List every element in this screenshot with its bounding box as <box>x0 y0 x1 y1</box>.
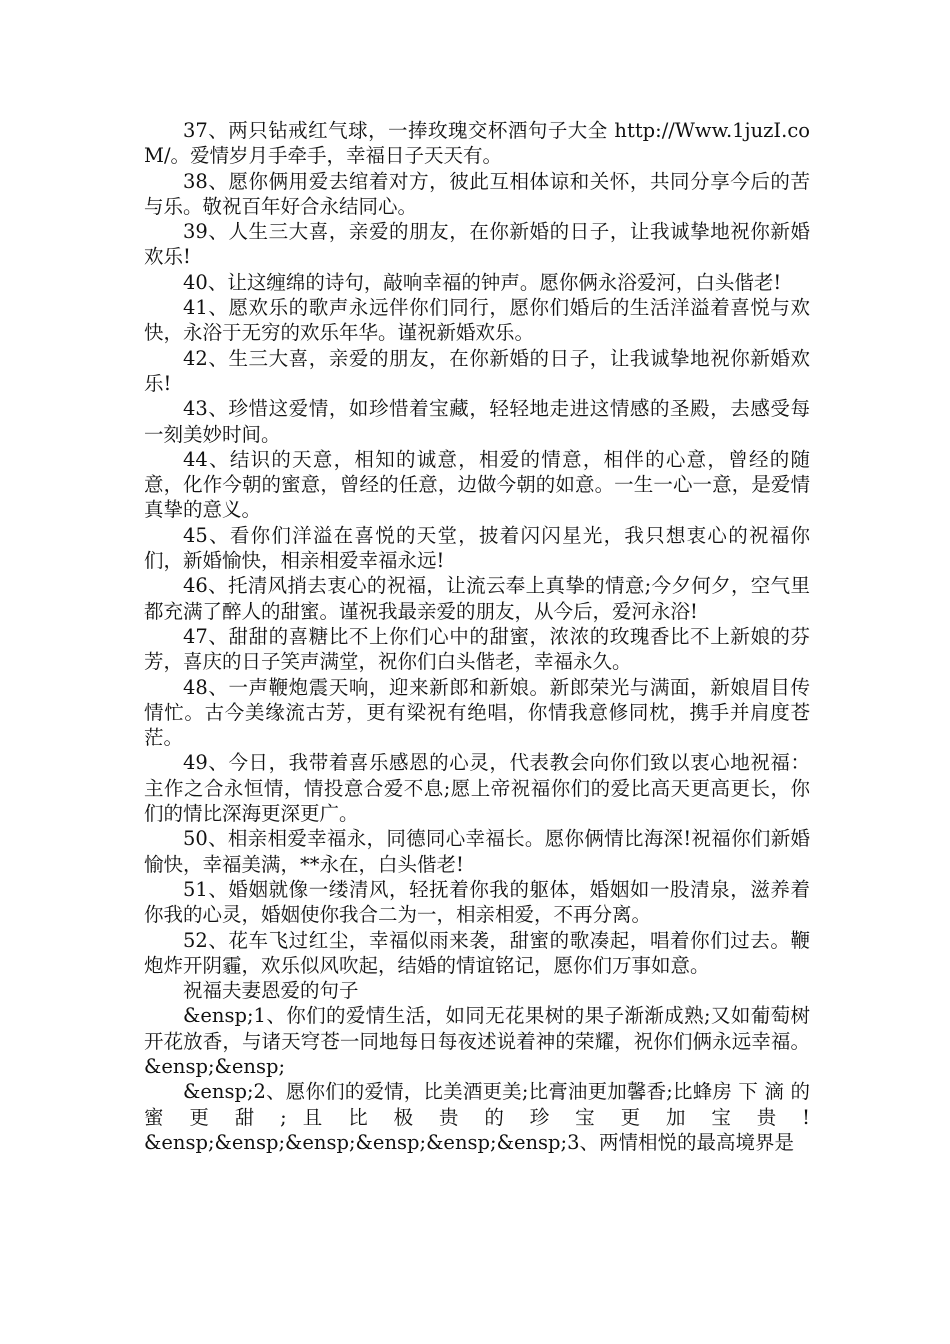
paragraph-47: 47、甜甜的喜糖比不上你们心中的甜蜜，浓浓的玫瑰香比不上新娘的芬芳，喜庆的日子笑声满堂，祝你们白头偕老，幸福永久。 <box>144 624 810 674</box>
paragraph-41: 41、愿欢乐的歌声永远伴你们同行，愿你们婚后的生活洋溢着喜悦与欢快，永浴于无穷的欢乐年华。谨祝新婚欢乐。 <box>144 296 810 345</box>
paragraph-51: 51、婚姻就像一缕清风，轻抚着你我的躯体，婚姻如一股清泉，滋养着你我的心灵，婚姻使你我合二为一，相亲相爱，不再分离。 <box>144 877 810 927</box>
paragraph-44: 44、结识的天意，相知的诚意，相爱的情意，相伴的心意，曾经的随意，化作今朝的蜜意，曾经的任意，边做今朝的如意。一生一心一意，是爱情真挚的意义。 <box>144 447 810 522</box>
paragraph-blessing-1: &ensp;1、你们的爱情生活，如同无花果树的果子渐渐成熟;又如葡萄树开花放香，与诸天穹苍一同地每日每夜述说着神的荣耀，祝你们俩永远幸福。&ensp;&ensp; <box>144 1004 810 1078</box>
paragraph-blessing-2: &ensp;2、愿你们的爱情，比美酒更美;比膏油更加馨香;比蜂房 下 滴 的 蜜 更 甜 ; 且 比 极 贵 的 珍 宝 更 加 宝 贵 ! <box>144 1080 810 1129</box>
paragraph-37: 37、两只钻戒红气球，一捧玫瑰交杯酒句子大全 http://Www.1juzI.coM/。爱情岁月手牵手，幸福日子天天有。 <box>144 119 810 168</box>
paragraph-45: 45、看你们洋溢在喜悦的天堂，披着闪闪星光，我只想衷心的祝福你们，新婚愉快，相亲相爱幸福永远! <box>144 523 810 573</box>
paragraph-52: 52、花车飞过红尘，幸福似雨来袭，甜蜜的歌凑起，唱着你们过去。鞭炮炸开阴霾，欢乐似风吹起，结婚的情谊铭记，愿你们万事如意。 <box>144 928 810 977</box>
section-heading: 祝福夫妻恩爱的句子 <box>183 979 359 1003</box>
paragraph-39: 39、人生三大喜，亲爱的朋友，在你新婚的日子，让我诚挚地祝你新婚欢乐! <box>144 220 810 269</box>
paragraph-42: 42、生三大喜，亲爱的朋友，在你新婚的日子，让我诚挚地祝你新婚欢乐! <box>144 346 810 395</box>
paragraph-blessing-3: &ensp;&ensp;&ensp;&ensp;&ensp;&ensp;3、两情相悦的最高境界是 <box>144 1130 795 1154</box>
paragraph-40: 40、让这缠绵的诗句，敲响幸福的钟声。愿你俩永浴爱河，白头偕老! <box>183 270 782 294</box>
paragraph-38: 38、愿你俩用爱去绾着对方，彼此互相体谅和关怀，共同分享今后的苦与乐。敬祝百年好合永结同心。 <box>144 169 810 218</box>
paragraph-49: 49、今日，我带着喜乐感恩的心灵，代表教会向你们致以衷心地祝福：主作之合永恒情，情投意合爱不息;愿上帝祝福你们的爱比高天更高更长，你们的情比深海更深更广。 <box>144 751 810 826</box>
paragraph-50: 50、相亲相爱幸福永，同德同心幸福长。愿你俩情比海深!祝福你们新婚愉快，幸福美满，**永在，白头偕老! <box>144 827 810 876</box>
paragraph-46: 46、托清风捎去衷心的祝福，让流云奉上真挚的情意;今夕何夕，空气里都充满了醉人的甜蜜。谨祝我最亲爱的朋友，从今后，爱河永浴! <box>144 574 810 623</box>
paragraph-48: 48、一声鞭炮震天响，迎来新郎和新娘。新郎荣光与满面，新娘眉目传情忙。古今美缘流古芳，更有梁祝有绝唱，你情我意修同枕，携手并肩度苍茫。 <box>144 675 810 750</box>
paragraph-43: 43、珍惜这爱情，如珍惜着宝藏，轻轻地走进这情感的圣殿，去感受每一刻美妙时间。 <box>144 397 810 446</box>
